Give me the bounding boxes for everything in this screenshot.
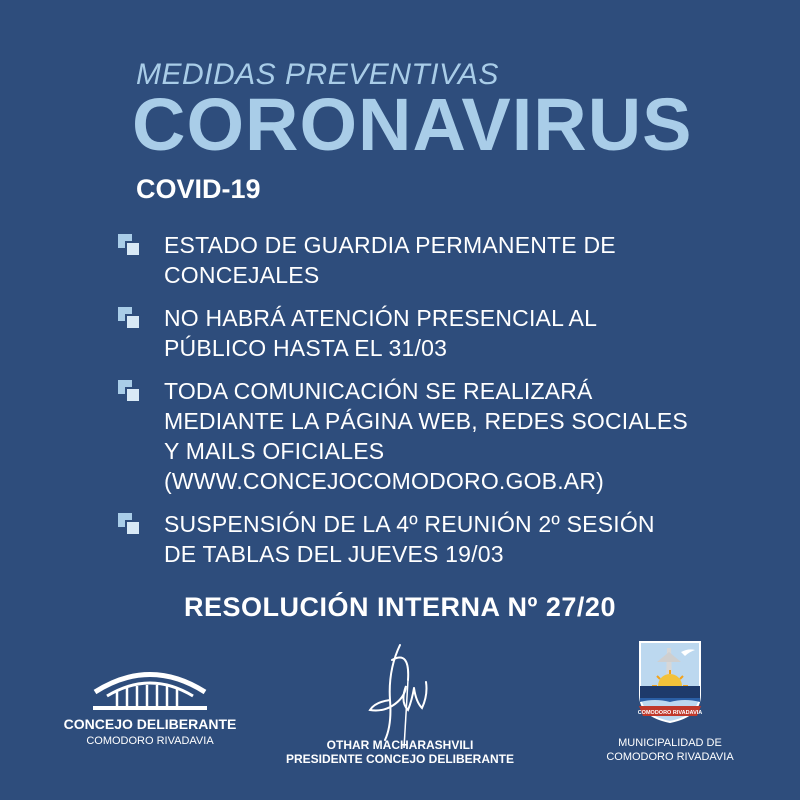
municipalidad-logo — [580, 640, 760, 764]
signatory-name: OTHAR MACHARASHVILI — [326, 738, 474, 752]
bullet-squares-icon — [118, 307, 140, 329]
list-item-text: NO HABRÁ ATENCIÓN PRESENCIAL AL PÚBLICO HASTA EL 31/03 — [164, 305, 598, 361]
signature-icon — [330, 640, 470, 750]
bullet-squares-icon — [118, 380, 140, 402]
concejo-city: COMODORO RIVADAVIA — [86, 735, 214, 747]
list-item — [118, 303, 738, 363]
municipal-shield-icon — [635, 640, 705, 724]
signatory-role: PRESIDENTE CONCEJO DELIBERANTE — [285, 752, 515, 766]
covid-label: COVID-19 — [136, 174, 261, 204]
resolution-label: RESOLUCIÓN INTERNA Nº 27/20 — [184, 592, 616, 622]
signature-block — [270, 640, 530, 766]
subtitle: MEDIDAS PREVENTIVAS — [136, 58, 499, 91]
municipalidad-name: MUNICIPALIDAD DE COMODORO RIVADAVIA — [606, 737, 734, 763]
list-item-text: ESTADO DE GUARDIA PERMANENTE DE CONCEJALES — [164, 232, 616, 288]
concejo-logo — [60, 662, 240, 747]
bullet-squares-icon — [118, 234, 140, 256]
concejo-name: CONCEJO DELIBERANTE — [63, 716, 237, 732]
concejo-dome-icon — [85, 662, 215, 712]
main-title: CORONAVIRUS — [132, 83, 693, 166]
list-item — [118, 509, 738, 569]
list-item — [118, 230, 738, 290]
bullet-squares-icon — [118, 513, 140, 535]
list-item — [118, 376, 738, 496]
list-item-text: SUSPENSIÓN DE LA 4º REUNIÓN 2º SESIÓN DE TABLAS DEL JUEVES 19/03 — [164, 511, 655, 567]
list-item-text: TODA COMUNICACIÓN SE REALIZARÁ MEDIANTE LA PÁGINA WEB, REDES SOCIALES Y MAILS OFICIALES (WWW.CONCEJOCOMODORO.GOB.AR) — [164, 378, 688, 494]
seal-ribbon-text: COMODORO RIVADAVIA — [637, 710, 703, 716]
measures-list — [118, 230, 738, 582]
